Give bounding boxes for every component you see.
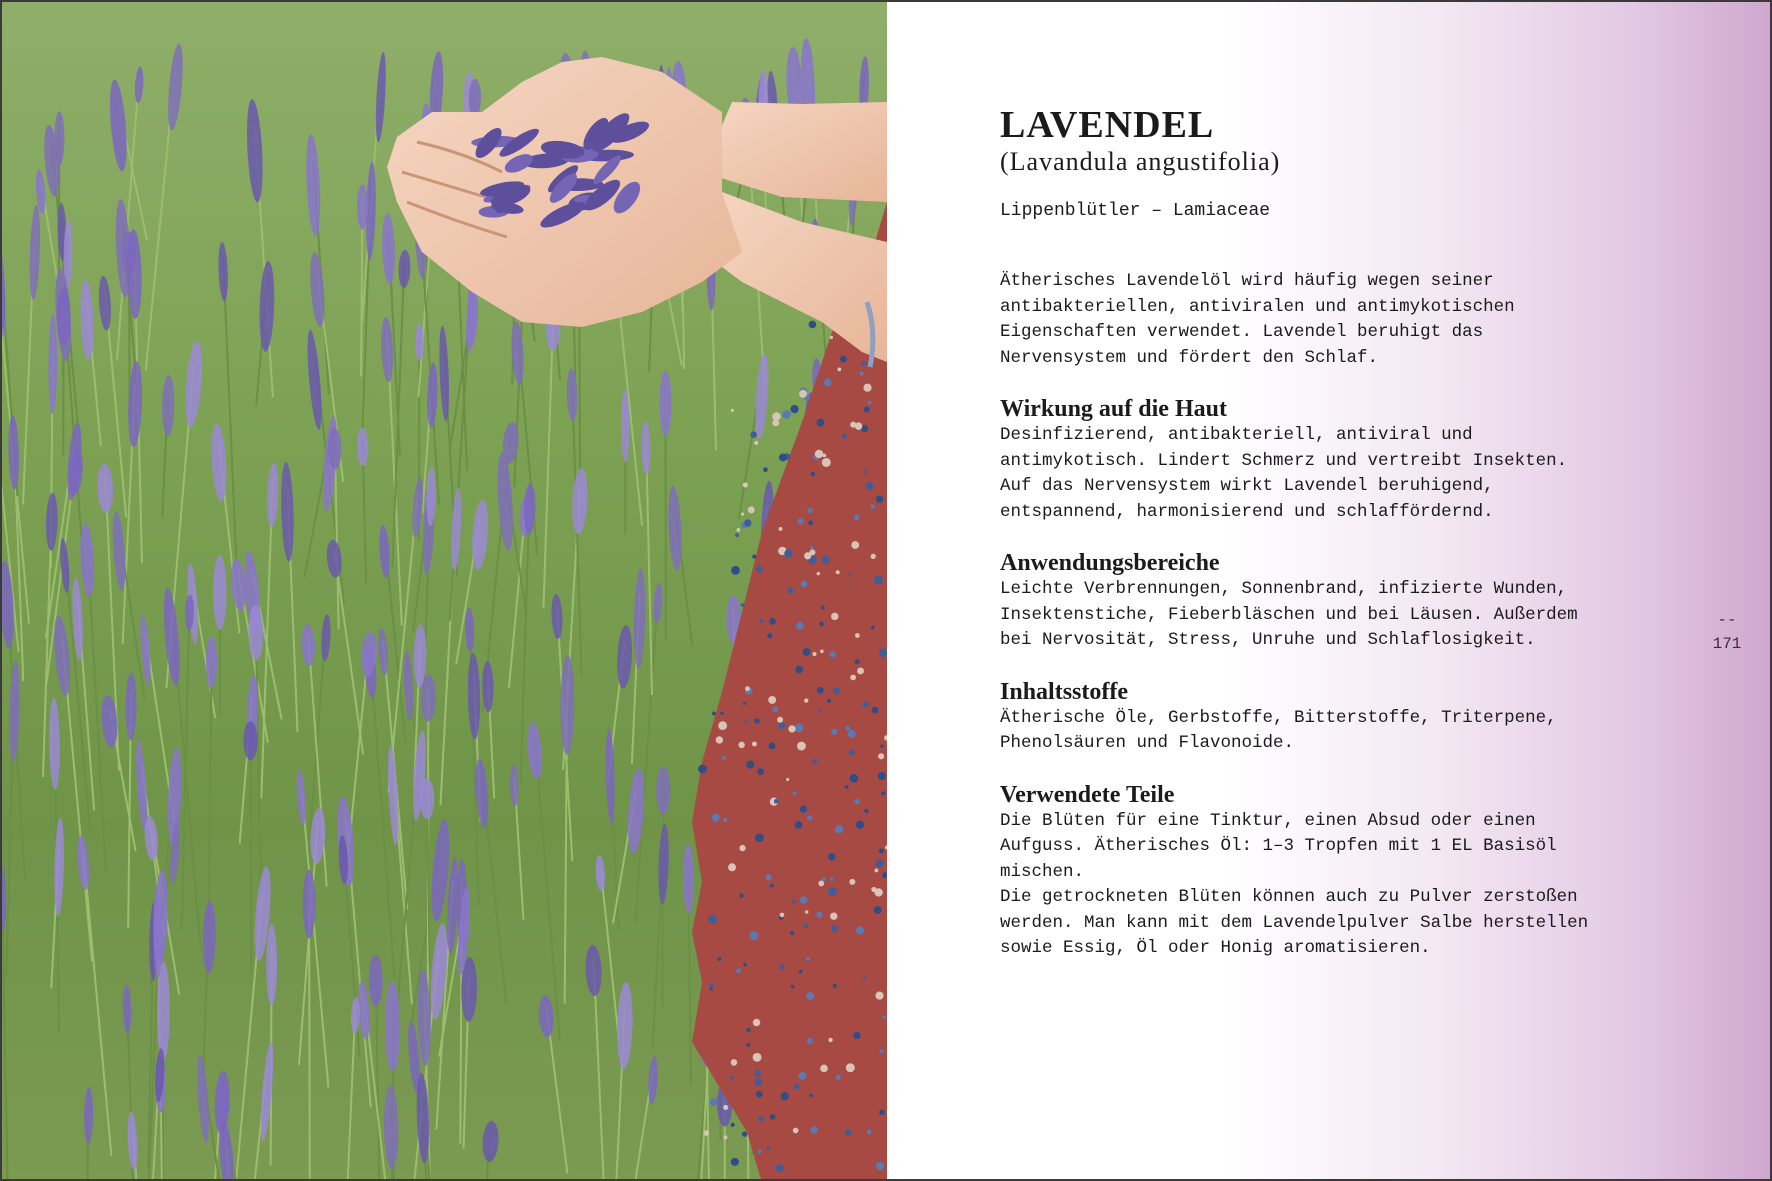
dress-pattern-dot: [746, 761, 754, 769]
dress-pattern-dot: [730, 1076, 734, 1080]
plant-family: Lippenblütler – Lamiaceae: [1000, 201, 1271, 221]
section-heading: Inhaltsstoffe: [1000, 678, 1129, 705]
dress-pattern-dot: [848, 730, 856, 738]
dress-pattern-dot: [728, 863, 736, 871]
section-wirkung: [1000, 395, 1680, 525]
dress-pattern-dot: [795, 723, 804, 732]
text-line: Aufguss. Ätherisches Öl: 1–3 Tropfen mit 1 EL Basisöl: [1000, 836, 1557, 856]
dress-pattern-dot: [744, 519, 751, 526]
text-line: Ätherische Öle, Gerbstoffe, Bitterstoffe, Triterpene,: [1000, 707, 1557, 728]
intro-line: antibakteriellen, antiviralen und antimykotischen: [1000, 296, 1515, 317]
section-text: [1000, 577, 1680, 654]
dress-pattern-dot: [745, 686, 750, 691]
dress-pattern-dot: [809, 321, 817, 329]
text-line: werden. Man kann mit dem Lavendelpulver Salbe herstellen: [1000, 912, 1589, 933]
dress-pattern-dot: [795, 666, 803, 674]
text-line: Auf das Nervensystem wirkt Lavendel beruhigend,: [1000, 476, 1494, 496]
dress-pattern-dot: [810, 546, 813, 549]
dress-pattern-dot: [765, 874, 771, 880]
lavender-stem: [250, 731, 251, 971]
dress-pattern-dot: [792, 900, 796, 904]
dress-pattern-dot: [822, 556, 830, 564]
dress-pattern-dot: [854, 515, 860, 521]
dress-pattern-dot: [797, 742, 806, 751]
text-page: [887, 2, 1772, 1181]
dress-pattern-dot: [788, 725, 795, 732]
text-line: mischen.: [1000, 861, 1085, 882]
dress-pattern-dot: [816, 912, 822, 918]
dress-pattern-dot: [828, 887, 837, 896]
dress-pattern-dot: [874, 868, 878, 872]
dress-pattern-dot: [850, 675, 856, 681]
dress-pattern-dot: [808, 520, 813, 525]
dress-pattern-dot: [767, 1147, 771, 1151]
dress-pattern-dot: [755, 1070, 762, 1077]
dress-pattern-dot: [782, 410, 791, 419]
dress-pattern-dot: [704, 1130, 710, 1136]
dress-pattern-dot: [863, 976, 867, 980]
dress-pattern-dot: [829, 651, 835, 657]
dress-pattern-dot: [723, 818, 727, 822]
dress-pattern-dot: [878, 772, 886, 780]
dress-pattern-dot: [735, 533, 739, 537]
dress-pattern-dot: [872, 707, 879, 714]
dress-pattern-dot: [875, 991, 883, 999]
dress-pattern-dot: [752, 555, 756, 559]
dress-pattern-dot: [736, 968, 741, 973]
dress-pattern-dot: [807, 815, 812, 820]
dress-pattern-dot: [880, 744, 883, 747]
dress-pattern-dot: [779, 527, 783, 531]
section-text: [1000, 706, 1680, 757]
dress-pattern-dot: [821, 606, 825, 610]
dress-pattern-dot: [864, 470, 868, 474]
dress-pattern-dot: [871, 504, 876, 509]
dress-pattern-dot: [752, 741, 757, 746]
dress-pattern-dot: [854, 799, 859, 804]
section-text: [1000, 423, 1680, 525]
dress-pattern-dot: [878, 753, 884, 759]
dress-pattern-dot: [856, 820, 864, 828]
dress-pattern-dot: [770, 1114, 776, 1120]
dress-pattern-dot: [722, 756, 726, 760]
intro-line: Ätherisches Lavendelöl wird häufig wegen seiner: [1000, 271, 1494, 291]
dress-pattern-dot: [876, 495, 883, 502]
dress-pattern-dot: [849, 573, 852, 576]
dress-pattern-dot: [745, 720, 748, 723]
dress-pattern-dot: [805, 910, 808, 913]
lavender-blossom: [213, 555, 227, 629]
dress-pattern-dot: [804, 698, 808, 702]
dress-pattern-dot: [748, 506, 755, 513]
dress-pattern-dot: [710, 1098, 718, 1106]
dress-pattern-dot: [836, 1075, 841, 1080]
dress-pattern-dot: [776, 1164, 784, 1172]
dress-pattern-dot: [767, 633, 772, 638]
dress-pattern-dot: [780, 913, 785, 918]
text-line: entspannend, harmonisierend und schlaffördernd.: [1000, 501, 1494, 522]
dress-pattern-dot: [738, 742, 744, 748]
dress-pattern-dot: [807, 508, 812, 513]
text-line: Phenolsäuren und Flavonoide.: [1000, 733, 1295, 753]
text-line: Leichte Verbrennungen, Sonnenbrand, infizierte Wunden,: [1000, 579, 1568, 599]
intro-line: Eigenschaften verwendet. Lavendel beruhigt das: [1000, 322, 1484, 342]
dress-pattern-dot: [741, 513, 744, 516]
dress-pattern-dot: [846, 1063, 855, 1072]
dress-pattern-dot: [871, 554, 876, 559]
dress-pattern-dot: [799, 390, 807, 398]
dress-pattern-dot: [831, 925, 838, 932]
text-line: Die Blüten für eine Tinktur, einen Absud oder einen: [1000, 810, 1536, 831]
dress-pattern-dot: [790, 405, 798, 413]
dress-pattern-dot: [828, 1038, 832, 1042]
dress-pattern-dot: [698, 765, 707, 774]
dress-pattern-dot: [709, 983, 714, 988]
section-inhaltsstoffe: [1000, 678, 1680, 757]
dress-pattern-dot: [754, 718, 759, 723]
intro-line: Nervensystem und fördert den Schlaf.: [1000, 347, 1379, 368]
dress-pattern-dot: [757, 768, 764, 775]
dress-pattern-dot: [724, 1135, 728, 1139]
dress-pattern-dot: [830, 912, 837, 919]
text-line: Insektenstiche, Fieberbläschen und bei Läusen. Außerdem: [1000, 604, 1578, 625]
dress-pattern-dot: [817, 419, 825, 427]
dress-pattern-dot: [850, 774, 859, 783]
dress-pattern-dot: [855, 659, 860, 664]
dress-pattern-dot: [879, 848, 884, 853]
lavender-blossom: [621, 389, 629, 462]
dress-pattern-dot: [874, 576, 883, 585]
dress-pattern-dot: [855, 633, 860, 638]
dress-pattern-dot: [769, 743, 776, 750]
dress-pattern-dot: [746, 1043, 750, 1047]
dress-pattern-dot: [787, 587, 793, 593]
dress-pattern-dot: [795, 821, 803, 829]
dress-pattern-dot: [822, 458, 831, 467]
dress-pattern-dot: [756, 1091, 763, 1098]
dress-pattern-dot: [881, 791, 885, 795]
dress-pattern-dot: [718, 957, 722, 961]
dress-pattern-dot: [860, 372, 864, 376]
dress-pattern-dot: [769, 618, 776, 625]
dress-pattern-dot: [801, 580, 808, 587]
dress-pattern-dot: [851, 541, 859, 549]
dress-pattern-dot: [806, 957, 810, 961]
dress-pattern-dot: [803, 648, 811, 656]
dress-pattern-dot: [845, 726, 850, 731]
dress-pattern-dot: [793, 1128, 799, 1134]
dress-pattern-dot: [819, 622, 824, 627]
dress-pattern-dot: [708, 915, 717, 924]
dress-pattern-dot: [774, 799, 779, 804]
dress-pattern-dot: [758, 1116, 763, 1121]
text-line: Die getrockneten Blüten können auch zu Pulver zerstoßen: [1000, 887, 1578, 907]
text-line: antimykotisch. Lindert Schmerz und vertreibt Insekten.: [1000, 450, 1568, 471]
dress-pattern-dot: [781, 1092, 789, 1100]
dress-pattern-dot: [716, 736, 723, 743]
lavender-blossom: [415, 323, 424, 361]
dress-pattern-dot: [779, 965, 784, 970]
dress-pattern-dot: [883, 1016, 886, 1019]
dress-pattern-dot: [840, 356, 847, 363]
dress-pattern-dot: [756, 566, 763, 573]
section-anwendung: [1000, 549, 1680, 654]
dress-pattern-dot: [786, 778, 789, 781]
dress-pattern-dot: [784, 549, 792, 557]
section-heading: Wirkung auf die Haut: [1000, 396, 1227, 422]
section-teile: [1000, 781, 1680, 962]
dress-pattern-dot: [754, 441, 758, 445]
section-heading: Anwendungsbereiche: [1000, 550, 1220, 576]
dress-pattern-dot: [772, 412, 780, 420]
dress-pattern-dot: [876, 1162, 884, 1170]
text-line: bei Nervosität, Stress, Unruhe und Schlaflosigkeit.: [1000, 630, 1536, 650]
dress-pattern-dot: [755, 833, 764, 842]
plant-profile: [1000, 102, 1680, 962]
dress-pattern-dot: [815, 450, 823, 458]
dress-pattern-dot: [810, 1126, 817, 1133]
dress-pattern-dot: [845, 785, 849, 789]
dress-pattern-dot: [739, 893, 744, 898]
dress-pattern-dot: [731, 566, 740, 575]
dress-pattern-dot: [779, 454, 787, 462]
dress-pattern-dot: [737, 528, 741, 532]
dress-pattern-dot: [818, 881, 824, 887]
dress-pattern-dot: [831, 613, 838, 620]
dress-pattern-dot: [849, 750, 855, 756]
dress-pattern-dot: [818, 709, 821, 712]
dress-pattern-dot: [753, 1019, 760, 1026]
dress-pattern-dot: [827, 699, 831, 703]
dress-pattern-dot: [817, 572, 820, 575]
dress-pattern-dot: [763, 467, 768, 472]
dress-pattern-dot: [837, 367, 841, 371]
dress-pattern-dot: [874, 906, 882, 914]
dress-pattern-dot: [797, 518, 803, 524]
dress-pattern-dot: [800, 896, 808, 904]
dress-pattern-dot: [755, 1078, 762, 1085]
section-heading: Verwendete Teile: [1000, 781, 1175, 808]
page-title: LAVENDEL: [1000, 104, 1215, 146]
dress-pattern-dot: [822, 877, 826, 881]
dress-pattern-dot: [857, 668, 864, 675]
dress-pattern-dot: [817, 687, 824, 694]
dress-pattern-dot: [853, 1032, 860, 1039]
dress-pattern-dot: [855, 422, 862, 429]
lavender-field-photo: [2, 2, 887, 1181]
lavender-blossom: [659, 371, 671, 437]
dress-pattern-dot: [731, 1158, 739, 1166]
dress-pattern-dot: [835, 825, 843, 833]
dress-pattern-dot: [830, 877, 834, 881]
dress-pattern-dot: [772, 706, 778, 712]
text-line: Desinfizierend, antibakteriell, antiviral und: [1000, 425, 1473, 445]
dress-pattern-dot: [828, 853, 835, 860]
dress-pattern-dot: [778, 722, 785, 729]
dress-pattern-dot: [790, 931, 794, 935]
dress-pattern-dot: [879, 1109, 885, 1115]
dress-pattern-dot: [794, 1084, 800, 1090]
dress-pattern-dot: [820, 1065, 828, 1073]
page-number: [1702, 608, 1752, 656]
dress-pattern-dot: [863, 701, 869, 707]
dress-pattern-dot: [880, 1049, 884, 1053]
dress-pattern-dot: [845, 1130, 852, 1137]
dress-pattern-dot: [712, 814, 720, 822]
dress-pattern-dot: [791, 985, 795, 989]
text-line: sowie Essig, Öl oder Honig aromatisieren.: [1000, 938, 1431, 958]
dress-pattern-dot: [861, 361, 865, 365]
dress-pattern-dot: [777, 717, 783, 723]
dress-pattern-dot: [746, 1028, 751, 1033]
dress-pattern-dot: [871, 626, 875, 630]
section-text: [1000, 809, 1680, 962]
dress-pattern-dot: [833, 984, 837, 988]
dress-pattern-dot: [866, 482, 874, 490]
dress-pattern-dot: [753, 1053, 762, 1062]
dress-pattern-dot: [824, 378, 832, 386]
dress-pattern-dot: [809, 549, 815, 555]
dress-pattern-dot: [799, 970, 803, 974]
dress-pattern-dot: [768, 696, 776, 704]
dress-pattern-dot: [739, 845, 745, 851]
dress-pattern-dot: [772, 419, 779, 426]
dress-pattern-dot: [833, 687, 840, 694]
dress-pattern-dot: [712, 712, 716, 716]
dress-pattern-dot: [800, 806, 807, 813]
dress-pattern-dot: [864, 809, 868, 813]
dress-pattern-dot: [876, 860, 884, 868]
dress-pattern-dot: [867, 1129, 872, 1134]
dress-pattern-dot: [804, 924, 809, 929]
dress-pattern-dot: [710, 988, 713, 991]
dress-pattern-dot: [807, 1038, 813, 1044]
dress-pattern-dot: [856, 926, 864, 934]
dress-pattern-dot: [731, 1059, 738, 1066]
dress-pattern-dot: [743, 963, 747, 967]
dress-pattern-dot: [793, 791, 797, 795]
dress-pattern-dot: [750, 431, 757, 438]
dress-pattern-dot: [759, 619, 763, 623]
dress-pattern-dot: [809, 1094, 813, 1098]
dress-pattern-dot: [864, 407, 870, 413]
dress-pattern-dot: [813, 652, 817, 656]
dress-pattern-dot: [731, 1123, 735, 1127]
dress-pattern-dot: [810, 471, 815, 476]
dress-pattern-dot: [820, 650, 824, 654]
dress-pattern-dot: [874, 888, 882, 896]
dress-pattern-dot: [758, 1149, 762, 1153]
dress-pattern-dot: [867, 401, 871, 405]
dress-pattern-dot: [770, 884, 774, 888]
dress-pattern-dot: [806, 992, 814, 1000]
dress-pattern-dot: [842, 434, 847, 439]
dress-pattern-dot: [831, 729, 837, 735]
dress-pattern-dot: [743, 702, 746, 705]
dress-pattern-dot: [720, 712, 723, 715]
lavender-blossom: [57, 287, 71, 346]
dress-pattern-dot: [796, 622, 804, 630]
dress-pattern-dot: [830, 336, 833, 339]
dress-pattern-dot: [718, 721, 727, 730]
dress-pattern-dot: [863, 384, 871, 392]
dress-pattern-dot: [836, 570, 840, 574]
dress-pattern-dot: [743, 482, 748, 487]
dress-pattern-dot: [849, 879, 855, 885]
page-number-value: 171: [1712, 635, 1742, 653]
page-dash: --: [1717, 611, 1737, 629]
dress-pattern-dot: [750, 931, 759, 940]
dress-pattern-dot: [731, 409, 734, 412]
dress-pattern-dot: [812, 759, 817, 764]
intro-paragraph: [1000, 269, 1680, 371]
dress-pattern-dot: [741, 603, 745, 607]
dress-pattern-dot: [798, 1072, 806, 1080]
dress-pattern-dot: [742, 1131, 747, 1136]
lavender-blossom: [243, 721, 257, 760]
latin-name: (Lavandula angustifolia): [1000, 147, 1281, 176]
lavender-blossom: [656, 766, 670, 814]
dress-pattern-dot: [723, 1105, 728, 1110]
